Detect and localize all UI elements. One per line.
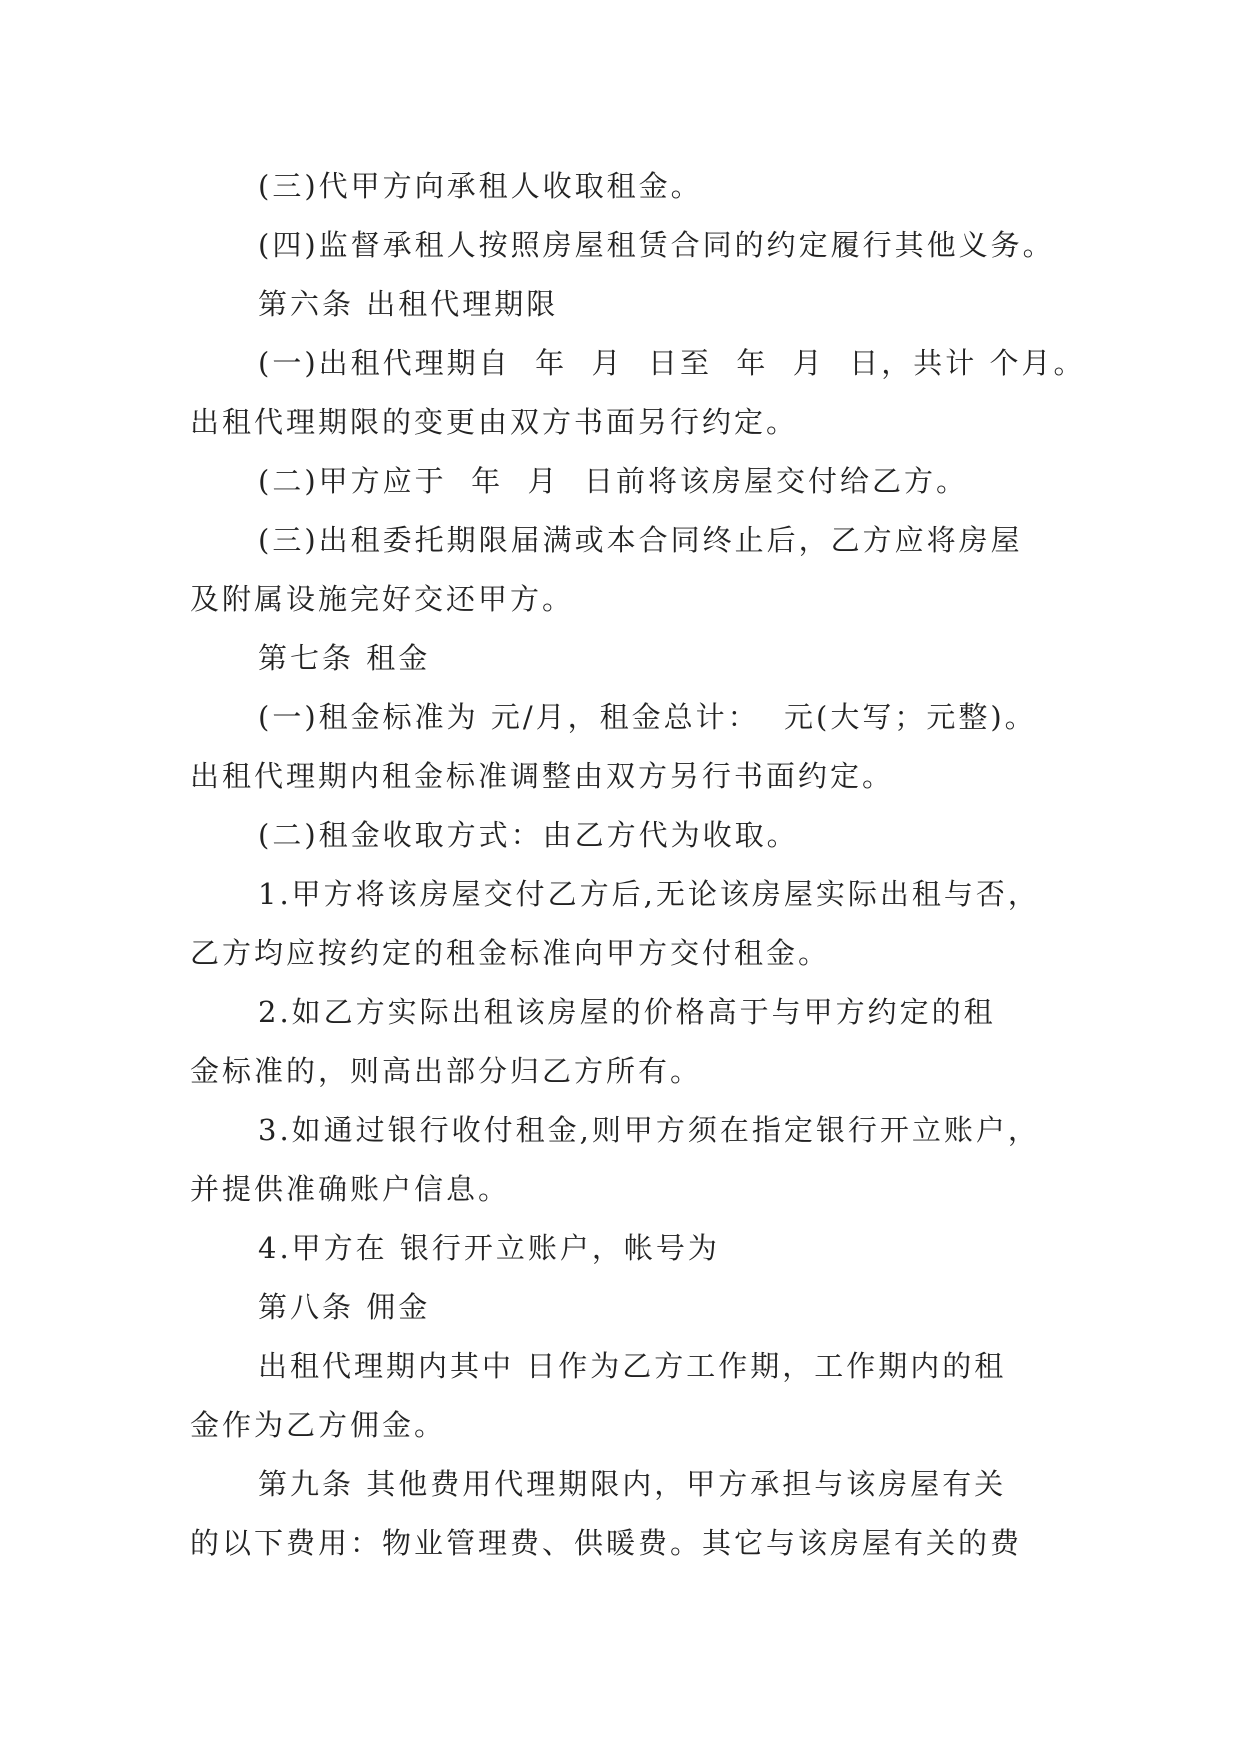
text-line: 4.甲方在 银行开立账户，帐号为	[258, 1231, 720, 1265]
section-heading: 第六条 出租代理期限	[258, 287, 559, 321]
text-line: 并提供准确账户信息。	[190, 1172, 511, 1206]
text-line: 2.如乙方实际出租该房屋的价格高于与甲方约定的租	[258, 995, 996, 1029]
text-line: 及附属设施完好交还甲方。	[190, 582, 575, 616]
section-heading: 第八条 佣金	[258, 1290, 431, 1324]
text-line: 金作为乙方佣金。	[190, 1408, 447, 1442]
text-line: 第九条 其他费用代理期限内，甲方承担与该房屋有关	[258, 1467, 1007, 1501]
text-line: 出租代理期限的变更由双方书面另行约定。	[190, 405, 799, 439]
text-line: 出租代理期内租金标准调整由双方另行书面约定。	[190, 759, 895, 793]
text-line: 3.如通过银行收付租金,则甲方须在指定银行开立账户，	[258, 1113, 1040, 1147]
text-line: (一)出租代理期自 年 月 日至 年 月 日，共计 个月。	[258, 346, 1086, 380]
text-line: 乙方均应按约定的租金标准向甲方交付租金。	[190, 936, 831, 970]
text-line: (一)租金标准为 元/月，租金总计： 元(大写；元整)。	[258, 700, 1037, 734]
text-line: (三)代甲方向承租人收取租金。	[258, 169, 703, 203]
text-line: (二)租金收取方式：由乙方代为收取。	[258, 818, 799, 852]
text-line: (二)甲方应于 年 月 日前将该房屋交付给乙方。	[258, 464, 968, 498]
text-line: 出租代理期内其中 日作为乙方工作期，工作期内的租	[258, 1349, 1007, 1383]
text-line: 金标准的，则高出部分归乙方所有。	[190, 1054, 703, 1088]
section-heading: 第七条 租金	[258, 641, 431, 675]
text-line: 的以下费用：物业管理费、供暖费。其它与该房屋有关的费	[190, 1526, 1023, 1560]
text-line: (三)出租委托期限届满或本合同终止后，乙方应将房屋	[258, 523, 1023, 557]
text-line: 1.甲方将该房屋交付乙方后,无论该房屋实际出租与否，	[258, 877, 1040, 911]
text-line: (四)监督承租人按照房屋租赁合同的约定履行其他义务。	[258, 228, 1055, 262]
